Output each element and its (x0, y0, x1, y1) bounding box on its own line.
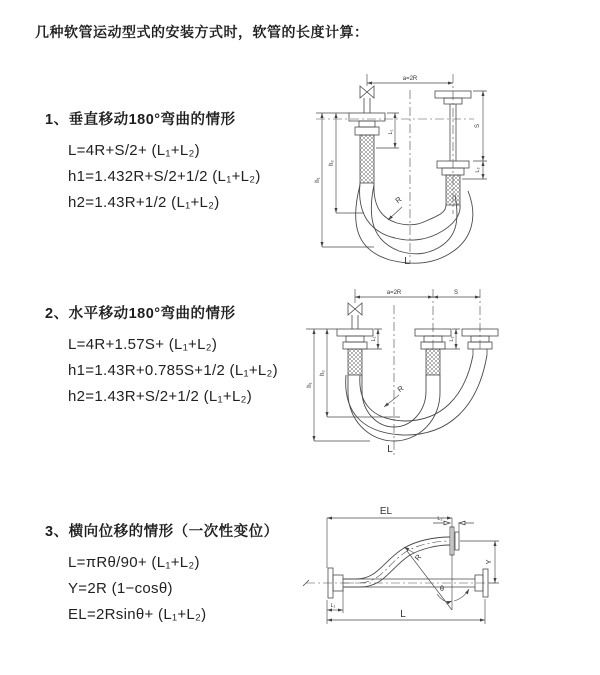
dim-label-y: Y (484, 559, 493, 565)
valve-icon (348, 303, 362, 315)
diagram1-linework (316, 74, 487, 264)
dim-label-h1: h₁ (307, 382, 313, 388)
section-heading: 3、横向位移的情形（一次性变位） (45, 524, 279, 540)
diagram2-linework (306, 289, 498, 455)
formula-line: L=4R+1.57S+ (L₁+L₂) (68, 335, 218, 353)
formula-block (68, 137, 261, 215)
section-horizontal-180 (45, 302, 278, 409)
dim-label-s: S (453, 290, 459, 296)
radius-label: R (412, 552, 424, 563)
formula-line: Y=2R (1−cosθ) (68, 579, 173, 597)
section-lateral-displacement (45, 520, 279, 627)
dim-label-h1: h₁ (315, 177, 321, 183)
length-label: L (400, 609, 406, 620)
dim-label-h2: h₂ (320, 370, 326, 376)
dim-label-l2: L₂ (475, 167, 481, 173)
flange-fitting (337, 329, 373, 336)
dim-label-span: a=2R (386, 290, 402, 296)
formula-line: h1=1.43R+0.785S+1/2 (L₁+L₂) (68, 361, 278, 379)
length-label: L (387, 444, 393, 455)
length-label: L (404, 256, 410, 267)
formula-block (68, 549, 279, 627)
formula-line: h1=1.432R+S/2+1/2 (L₁+L₂) (68, 167, 261, 185)
formula-block (68, 331, 278, 409)
braided-hose-section (446, 175, 460, 205)
dim-label-l2: L₂ (437, 516, 443, 522)
braided-hose-section (360, 135, 374, 183)
valve-icon (360, 86, 374, 98)
dim-label-l1: L₁ (371, 336, 377, 342)
dim-label-h2: h₂ (329, 160, 335, 166)
diagram-horizontal-180-bend (300, 281, 600, 459)
section-heading: 1、垂直移动180°弯曲的情形 (45, 112, 236, 128)
braided-hose-section (426, 349, 440, 375)
formula-line: EL=2Rsinθ+ (L₁+L₂) (68, 605, 207, 623)
dim-label-span: a=2R (402, 76, 418, 82)
formula-line: L=πRθ/90+ (L₁+L₂) (68, 553, 200, 571)
section-heading: 2、水平移动180°弯曲的情形 (45, 306, 236, 322)
flange-fitting (349, 113, 385, 121)
section-vertical-180 (45, 108, 261, 215)
formula-line: L=4R+S/2+ (L₁+L₂) (68, 141, 200, 159)
dim-label-el: EL (379, 506, 393, 517)
dim-label-l2: L₂ (449, 336, 455, 342)
dim-label-l1: L₁ (388, 129, 394, 135)
dim-label-s: S (475, 123, 481, 129)
diagram-lateral-displacement (300, 498, 600, 658)
formula-line: h2=1.43R+S/2+1/2 (L₁+L₂) (68, 387, 253, 405)
radius-label: R (393, 194, 404, 206)
diagram-vertical-180-bend (310, 64, 600, 269)
dim-label-l1: L₁ (330, 603, 336, 609)
braided-hose-section (348, 349, 362, 375)
angle-label: θ (439, 584, 445, 593)
formula-line: h2=1.43R+1/2 (L₁+L₂) (68, 193, 220, 211)
page-title: 几种软管运动型式的安装方式时，软管的长度计算： (35, 24, 369, 40)
radius-label: R (395, 383, 406, 395)
